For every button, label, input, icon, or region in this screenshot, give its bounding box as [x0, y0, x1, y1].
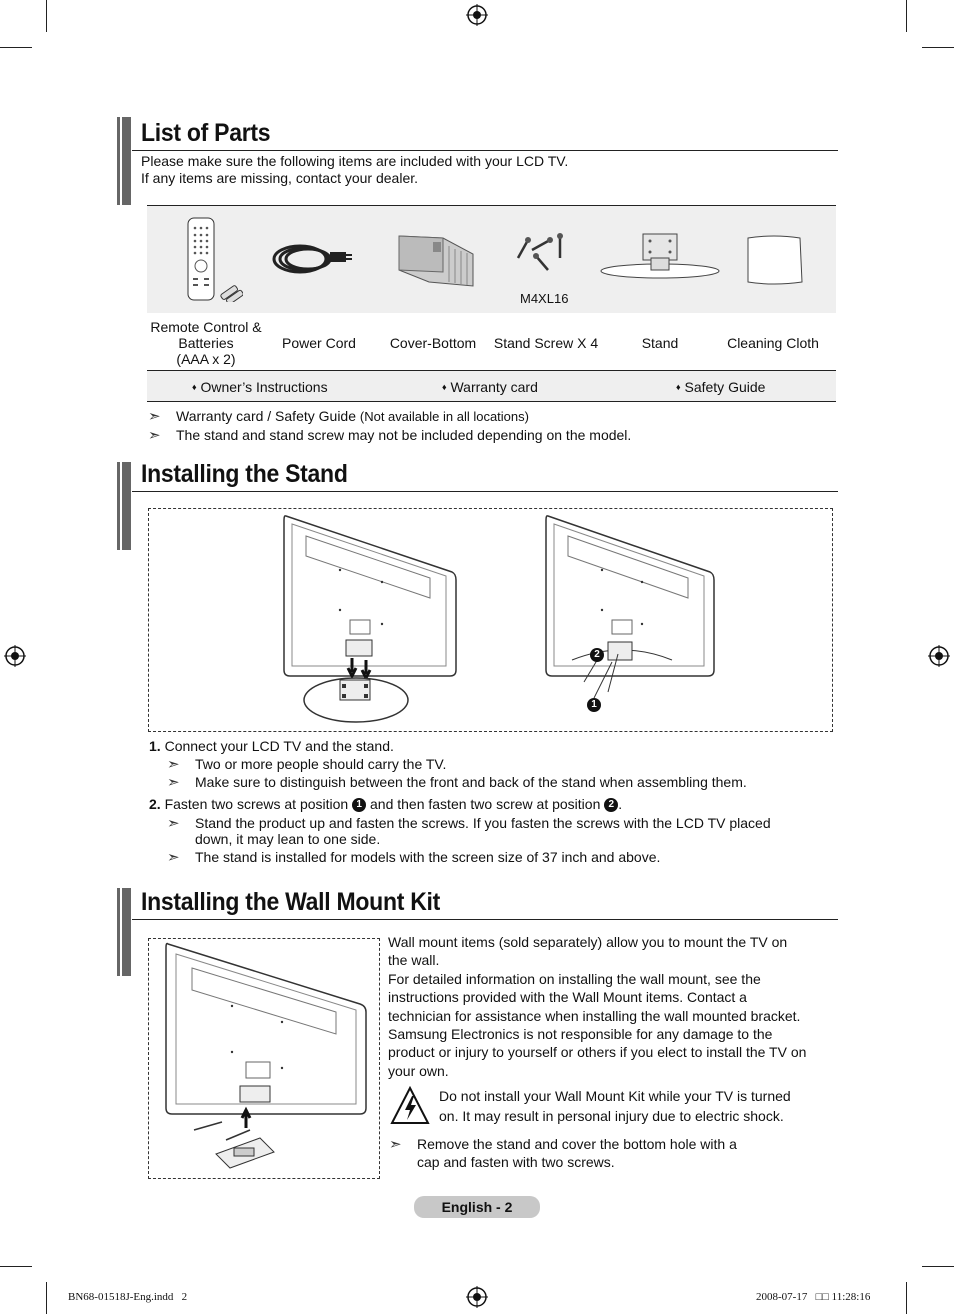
parts-image-band: [147, 206, 836, 313]
cover-bottom-icon: [393, 232, 477, 290]
note-arrow-icon: ➣: [148, 427, 161, 444]
crop-mark: [46, 0, 47, 32]
note-arrow-icon: ➣: [167, 849, 180, 866]
part-label-line: Remote Control &: [150, 319, 262, 335]
section-rule: [132, 491, 838, 492]
document-warranty-card: [442, 379, 538, 396]
registration-mark-icon: [4, 645, 26, 667]
diamond-bullet-icon: ♦: [442, 382, 447, 392]
note-text-small: (Not available in all locations): [359, 409, 529, 424]
crop-mark: [906, 0, 907, 32]
note-arrow-icon: ➣: [167, 774, 180, 791]
position-number: 1: [587, 698, 601, 712]
note-arrow-icon: ➣: [389, 1136, 402, 1153]
footer-timestamp: 2008-07-17 □□ 11:28:16: [756, 1291, 871, 1303]
warning-line2: on. It may result in personal injury due to electric shock.: [439, 1108, 784, 1124]
paragraph-line: Samsung Electronics is not responsible for any damage to the: [388, 1026, 773, 1043]
part-label-line: (AAA x 2): [176, 351, 236, 367]
parts-note-1: [148, 408, 529, 425]
paragraph-line: For detailed information on installing the wall mount, see the: [388, 970, 761, 987]
footer-file: [68, 1291, 187, 1303]
section-title-installing-stand: Installing the Stand: [141, 460, 348, 488]
position-number: 2: [604, 798, 618, 812]
note-text: The stand and stand screw may not be included depending on the model.: [176, 427, 632, 443]
note-arrow-icon: ➣: [167, 815, 180, 832]
cleaning-cloth-icon: [744, 232, 804, 288]
electric-shock-warning-icon: [390, 1086, 430, 1126]
stand-step-1: [149, 738, 394, 755]
step-text: Fasten two screws at position: [164, 796, 353, 812]
part-label-stand: Stand: [641, 335, 679, 351]
crop-mark: [0, 1266, 32, 1267]
note-text: Stand the product up and fasten the screws. If you fasten the screws with the LCD TV placed: [195, 815, 771, 831]
paragraph-line: your own.: [388, 1062, 449, 1079]
section-title-list-of-parts: List of Parts: [141, 119, 271, 147]
section-title-wall-mount: Installing the Wall Mount Kit: [141, 888, 441, 916]
paragraph-line: technician for assistance when installing the wall mounted bracket.: [388, 1007, 801, 1024]
document-label: Warranty card: [450, 379, 538, 395]
document-label: Owner’s Instructions: [200, 379, 328, 395]
note-arrow-icon: ➣: [148, 408, 161, 425]
diamond-bullet-icon: ♦: [676, 382, 681, 392]
part-label-line: Batteries: [178, 335, 234, 351]
parts-intro-line2: If any items are missing, contact your dealer.: [141, 170, 419, 186]
diamond-bullet-icon: ♦: [192, 382, 197, 392]
crop-mark: [922, 1266, 954, 1267]
crop-mark: [46, 1282, 47, 1314]
warning-line1: Do not install your Wall Mount Kit while your TV is turned: [439, 1088, 791, 1104]
position-number: 1: [352, 798, 366, 812]
step-number: 2.: [149, 796, 161, 812]
wall-mount-paragraph: [388, 933, 838, 1080]
section-bar: [117, 117, 131, 205]
stand-step-1-note-1: [167, 756, 446, 773]
document-owners-instructions: [192, 379, 328, 396]
documents-bottom-rule: [147, 401, 836, 402]
tv-back-screws-illustration: [542, 514, 722, 714]
callout-position-2: [590, 646, 604, 664]
registration-mark-icon: [466, 1286, 488, 1308]
step-text: and then fasten two screw at position: [366, 796, 605, 812]
power-cord-icon: [270, 238, 354, 280]
part-label-power-cord: Power Cord: [282, 335, 356, 351]
part-label-cleaning-cloth: Cleaning Cloth: [727, 335, 819, 351]
step-text: Connect your LCD TV and the stand.: [164, 738, 394, 754]
note-arrow-icon: ➣: [167, 756, 180, 773]
registration-mark-icon: [466, 4, 488, 26]
document-safety-guide: [676, 379, 765, 396]
note-text: Two or more people should carry the TV.: [195, 756, 447, 772]
stand-step-2-note-1: [167, 815, 771, 832]
callout-position-1: [587, 696, 601, 714]
footer-filename: BN68-01518J-Eng.indd: [68, 1291, 174, 1303]
note-text: Make sure to distinguish between the front and back of the stand when assembling them.: [195, 774, 747, 790]
stand-step-1-note-2: [167, 774, 747, 791]
section-rule: [132, 150, 838, 151]
document-label: Safety Guide: [684, 379, 766, 395]
step-number: 1.: [149, 738, 161, 754]
stand-icon: [599, 228, 721, 282]
section-bar: [117, 888, 131, 976]
note-text: The stand is installed for models with the screen size of 37 inch and above.: [195, 849, 661, 865]
paragraph-line: instructions provided with the Wall Mount items. Contact a: [388, 989, 747, 1006]
registration-mark-icon: [928, 645, 950, 667]
crop-mark: [922, 47, 954, 48]
stand-step-2-note-1-cont: down, it may lean to one side.: [195, 831, 381, 847]
crop-mark: [0, 47, 32, 48]
footer-page: 2: [181, 1291, 188, 1303]
position-number: 2: [590, 648, 604, 662]
part-label-stand-screw: Stand Screw X 4: [493, 335, 599, 351]
wall-mount-note-cont: cap and fasten with two screws.: [417, 1154, 615, 1170]
stand-step-2-note-2: [167, 849, 660, 866]
page-number-badge: English - 2: [414, 1196, 540, 1218]
step-text: .: [618, 796, 623, 812]
stand-step-2: [149, 796, 622, 813]
note-text: Remove the stand and cover the bottom hole with a: [417, 1136, 737, 1152]
part-label-remote: [146, 319, 266, 367]
section-bar: [117, 462, 131, 550]
section-rule: [132, 919, 838, 920]
paragraph-line: product or injury to yourself or others if you elect to install the TV on: [388, 1044, 807, 1061]
note-text: Warranty card / Safety Guide: [176, 408, 360, 424]
parts-intro-line1: Please make sure the following items are included with your LCD TV.: [141, 153, 569, 169]
remote-control-icon: [185, 216, 243, 302]
paragraph-line: Wall mount items (sold separately) allow you to mount the TV on: [388, 934, 788, 950]
crop-mark: [906, 1282, 907, 1314]
tv-back-wall-mount-illustration: [160, 942, 372, 1172]
tv-back-stand-illustration: [280, 514, 460, 726]
stand-illustration-frame: [148, 508, 833, 732]
wall-mount-note: [389, 1136, 737, 1153]
part-label-cover-bottom: Cover-Bottom: [389, 335, 477, 351]
screw-code: M4XL16: [520, 291, 569, 306]
paragraph-line: the wall.: [388, 952, 440, 969]
parts-note-2: [148, 427, 631, 444]
stand-screw-icon: [514, 230, 570, 274]
